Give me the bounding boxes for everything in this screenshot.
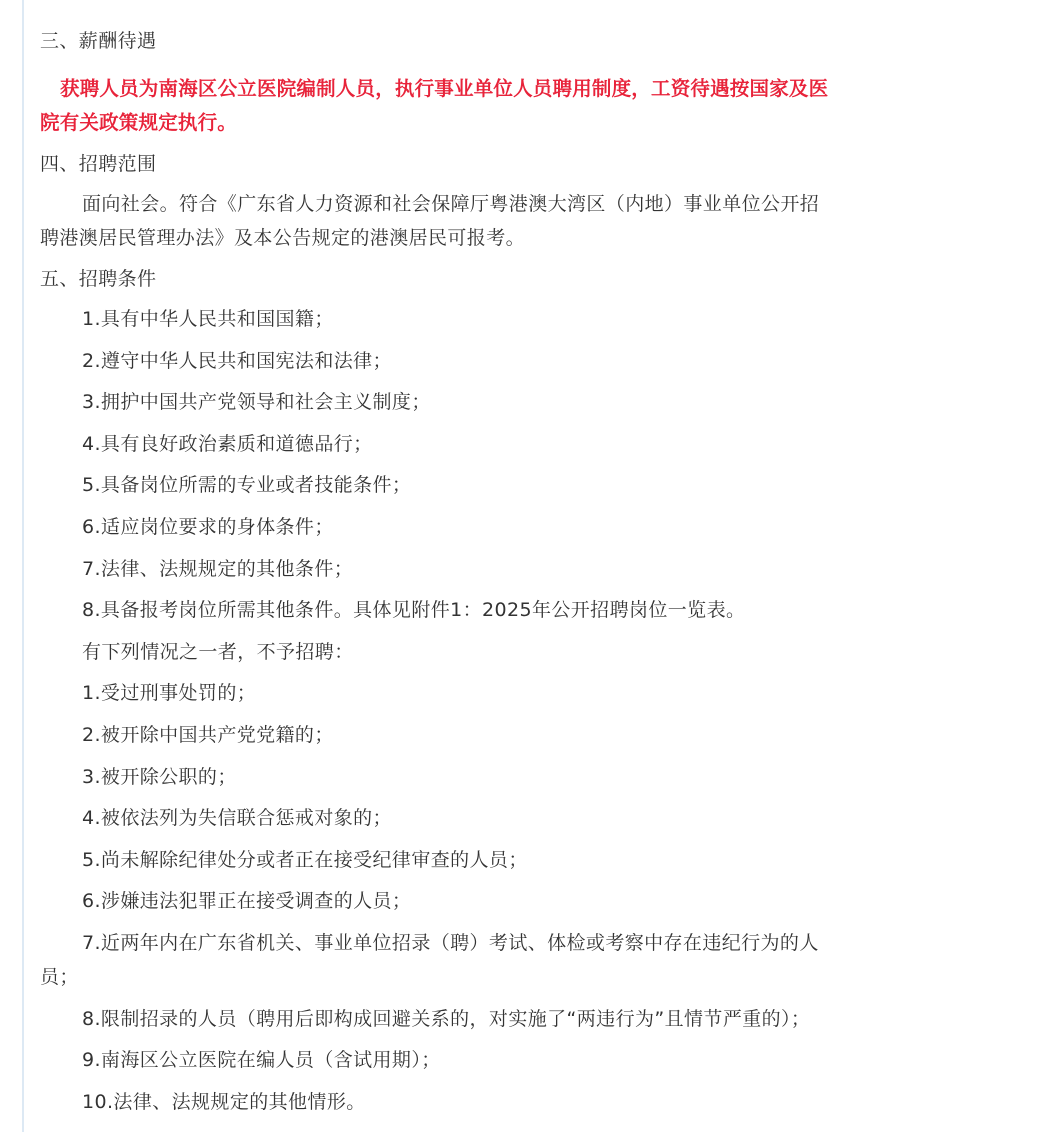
salary-highlight-line-2: 院有关政策规定执行。 [40,111,238,134]
condition-item: 7.法律、法规规定的其他条件； [82,557,354,580]
condition-item: 8.具备报考岗位所需其他条件。具体见附件1：2025年公开招聘岗位一览表。 [82,599,746,622]
exclusion-item: 10.法律、法规规定的其他情形。 [82,1090,366,1113]
exclusion-item: 6.涉嫌违法犯罪正在接受调查的人员； [82,890,412,913]
condition-item: 5.具备岗位所需的专业或者技能条件； [82,474,412,497]
exclusion-item: 5.尚未解除纪律处分或者正在接受纪律审查的人员； [82,848,528,871]
salary-highlight-paragraph [40,72,885,140]
article-body [40,24,885,1126]
section-heading-conditions: 五、招聘条件 [40,268,157,290]
exclusion-item: 8.限制招录的人员（聘用后即构成回避关系的，对实施了“两违行为”且情节严重的）； [82,1007,811,1030]
exclusion-7-line-2: 员； [40,965,79,988]
left-border-rule [22,0,24,1132]
scope-line-2: 聘港澳居民管理办法》及本公告规定的港澳居民可报考。 [40,227,526,249]
scope-paragraph [40,187,885,255]
exclusion-item: 4.被依法列为失信联合惩戒对象的； [82,807,392,830]
section-heading-scope: 四、招聘范围 [40,153,157,175]
exclusion-item: 2.被开除中国共产党党籍的； [82,723,334,746]
scope-line-1: 面向社会。符合《广东省人力资源和社会保障厅粤港澳大湾区（内地）事业单位公开招 [82,193,820,215]
exclusion-item: 1.受过刑事处罚的； [82,682,257,705]
condition-item: 1.具有中华人民共和国国籍； [82,308,334,330]
exclusion-item-7 [40,926,885,994]
exclusion-7-line-1: 7.近两年内在广东省机关、事业单位招录（聘）考试、体检或考察中存在违纪行为的人 [82,931,819,954]
salary-highlight-line-1: 获聘人员为南海区公立医院编制人员，执行事业单位人员聘用制度，工资待遇按国家及医 [60,77,829,100]
exclusion-item: 9.南海区公立医院在编人员（含试用期）； [82,1049,441,1072]
exclusion-item: 3.被开除公职的； [82,765,237,788]
section-heading-salary: 三、薪酬待遇 [40,30,157,52]
condition-item: 4.具有良好政治素质和道德品行； [82,432,373,455]
condition-item: 6.适应岗位要求的身体条件； [82,515,334,538]
condition-item: 2.遵守中华人民共和国宪法和法律； [82,349,392,372]
exclusion-intro: 有下列情况之一者，不予招聘： [82,640,354,663]
condition-item: 3.拥护中国共产党领导和社会主义制度； [82,391,431,414]
